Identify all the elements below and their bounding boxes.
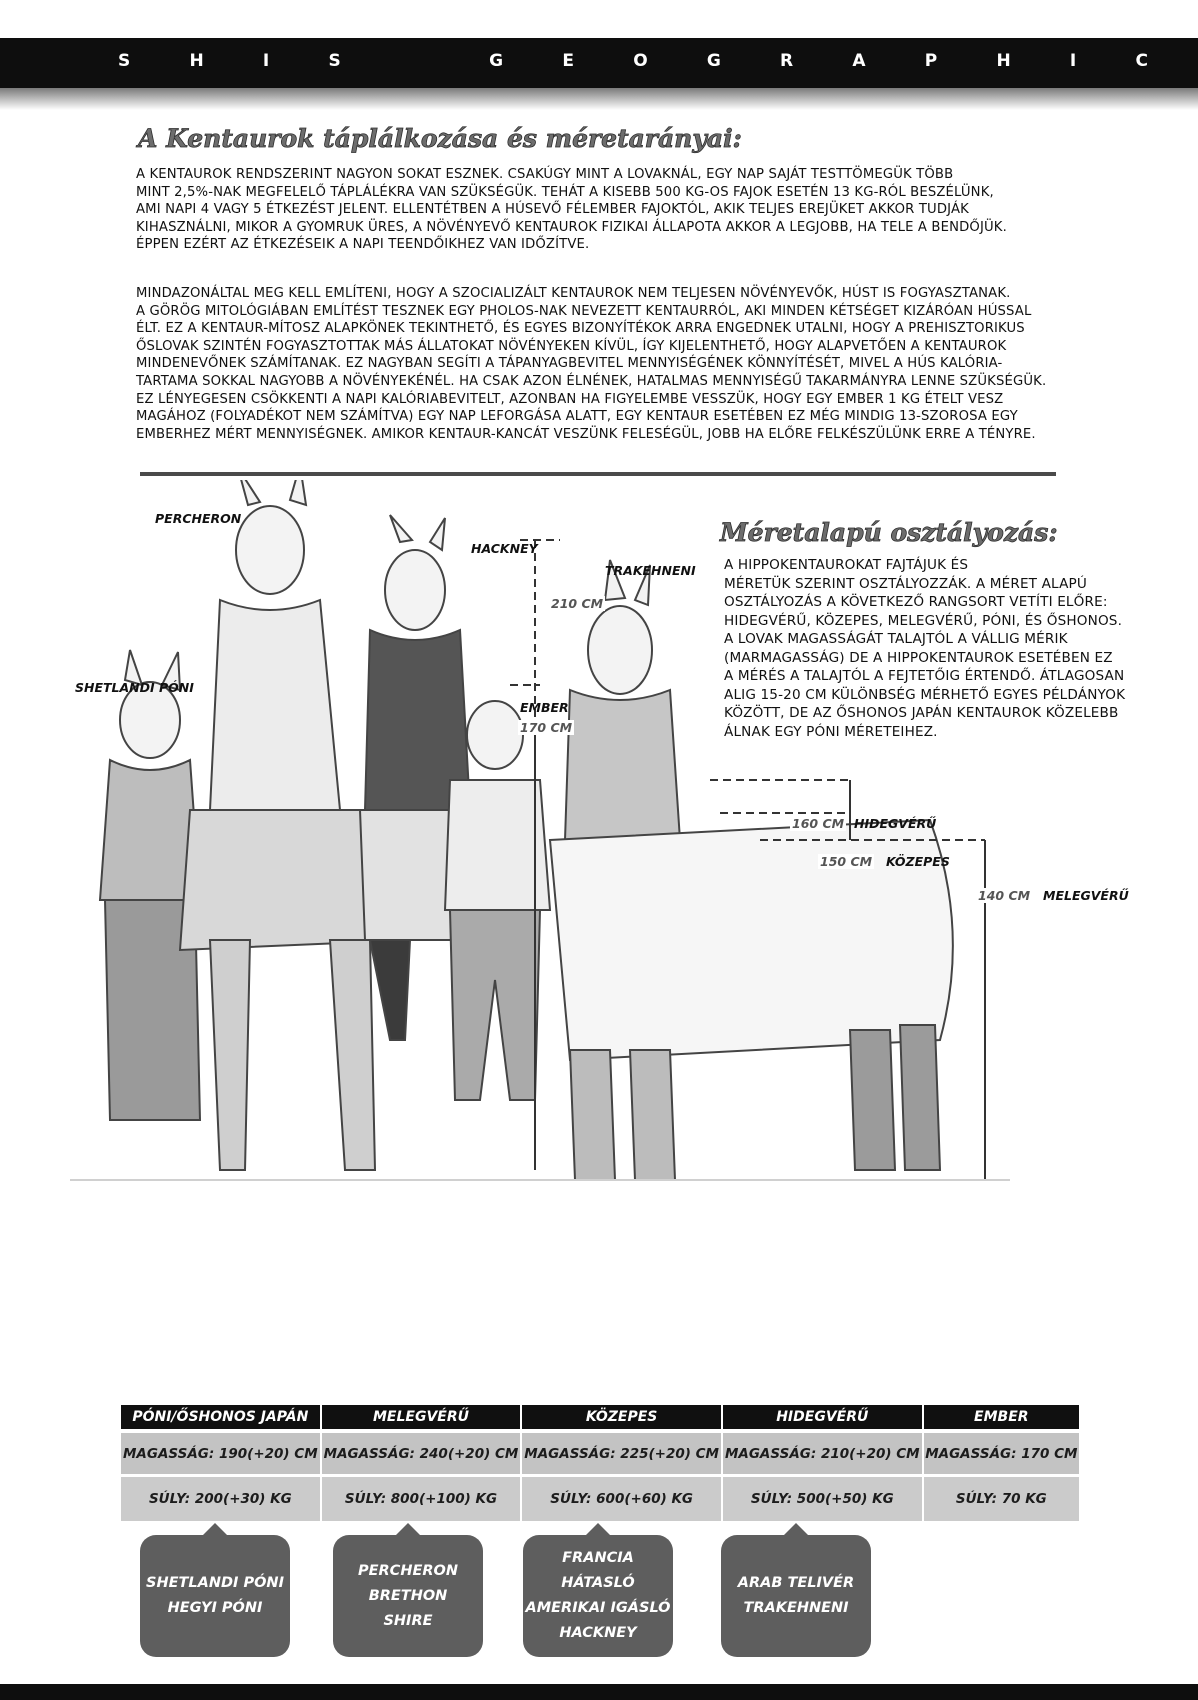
text-line: MINDAZONÁLTAL MEG KELL EMLÍTENI, HOGY A SZOCIALIZÁLT KENTAUROK NEM TELJESEN NÖVÉNYEVŐK, HÚST IS FOGYASZTANAK. bbox=[136, 286, 1011, 301]
weight-cell: SÚLY: 500(+50) KG bbox=[723, 1474, 922, 1521]
magazine-title bbox=[118, 51, 1148, 75]
breed-name: FRANCIA HÁTASLÓ bbox=[561, 1550, 635, 1591]
weight-cell: SÚLY: 200(+30) KG bbox=[121, 1474, 320, 1521]
breed-name: ARAB TELIVÉR bbox=[737, 1575, 855, 1591]
text-line: ŐSLOVAK SZINTÉN FOGYASZTOTTAK MÁS ÁLLATOKAT NÖVÉNYEKEN KÍVÜL, ÍGY KIJELENTHETŐ, HOGY ALAPVETŐEN A KENTAUROK bbox=[136, 338, 1007, 354]
height-cell: MAGASSÁG: 190(+20) CM bbox=[121, 1429, 320, 1474]
label-hidegveru: HIDEGVÉRŰ bbox=[854, 816, 937, 831]
table-header-row bbox=[121, 1405, 1079, 1429]
size-table-grid bbox=[119, 1405, 1081, 1521]
box-pointer bbox=[784, 1523, 808, 1535]
label-human: EMBER bbox=[520, 700, 569, 715]
text-line: MINDENEVŐNEK SZÁMÍTANAK. EZ NAGYBAN SEGÍTI A TÁPANYAGBEVITEL MENNYISÉGÉNEK KÖNNYÍTÉSÉT, MIVEL A HÚS KALÓRIA- bbox=[136, 356, 1003, 372]
title-letter: E bbox=[562, 51, 574, 71]
text-line: EMBERHEZ MÉRT MENNYISÉGNEK. AMIKOR KENTAUR-KANCÁT VESZÜNK FELESÉGÜL, JOBB HA ELŐRE FELKÉSZÜLÜNK ERRE A TÉNYRE. bbox=[136, 426, 1036, 442]
height-cell: MAGASSÁG: 225(+20) CM bbox=[522, 1429, 721, 1474]
measure-150: 150 CM bbox=[820, 854, 873, 869]
breed-name: HEGYI PÓNI bbox=[167, 1600, 263, 1616]
title-letter: I bbox=[262, 51, 270, 71]
title-letter: S bbox=[328, 51, 341, 71]
label-hackney: HACKNEY bbox=[471, 541, 538, 556]
table-row-height bbox=[121, 1429, 1079, 1474]
weight-cell: SÚLY: 70 KG bbox=[924, 1474, 1079, 1521]
breed-name: SHIRE bbox=[383, 1612, 433, 1629]
breed-box-medium bbox=[523, 1535, 673, 1657]
text-line: ALIG 15-20 CM KÜLÖNBSÉG MÉRHETŐ EGYES PÉLDÁNYOK bbox=[724, 686, 1126, 703]
text-line: A LOVAK MAGASSÁGÁT TALAJTÓL A VÁLLIG MÉRIK bbox=[724, 631, 1068, 647]
text-line: MINT 2,5%-NAK MEGFELELŐ TÁPLÁLÉKRA VAN SZÜKSÉGÜK. TEHÁT A KISEBB 500 KG-OS FAJOK ESETÉN 13 KG-RÓL BESZÉLÜNK, bbox=[136, 184, 994, 200]
text-line: OSZTÁLYOZÁS A KÖVETKEZŐ RANGSORT VETÍTI ELŐRE: bbox=[724, 594, 1108, 610]
title-letter: C bbox=[1135, 51, 1148, 71]
weight-cell: SÚLY: 600(+60) KG bbox=[522, 1474, 721, 1521]
text-line: ÁLNAK EGY PÓNI MÉRETEIHEZ. bbox=[724, 723, 938, 740]
text-line: MÉRETÜK SZERINT OSZTÁLYOZZÁK. A MÉRET ALAPÚ bbox=[724, 575, 1087, 592]
height-cell: MAGASSÁG: 210(+20) CM bbox=[723, 1429, 922, 1474]
box-pointer bbox=[396, 1523, 420, 1535]
table-row-weight bbox=[121, 1474, 1079, 1521]
label-melegveru: MELEGVÉRŰ bbox=[1043, 888, 1129, 903]
text-line: HIDEGVÉRŰ, KÖZEPES, MELEGVÉRŰ, PÓNI, ÉS ŐSHONOS. bbox=[724, 612, 1123, 629]
text-line: (MARMAGASSÁG) DE A HIPPOKENTAUROK ESETÉBEN EZ bbox=[724, 649, 1113, 666]
label-trakehneni: TRAKEHNENI bbox=[605, 563, 696, 578]
classification-text bbox=[724, 556, 1125, 741]
height-cell: MAGASSÁG: 170 CM bbox=[924, 1429, 1079, 1474]
column-header: KÖZEPES bbox=[522, 1405, 721, 1429]
breed-name: SHETLANDI PÓNI bbox=[146, 1575, 284, 1591]
text-line: A GÖRÖG MITOLÓGIÁBAN EMLÍTÉST TESZNEK EGY PHOLOS-NAK NEVEZETT KENTAURRÓL, AKI MINDEN KÉTSÉGET KIZÁRÓAN HÚSSAL bbox=[136, 303, 1032, 319]
breed-name: AMERIKAI IGÁSLÓ bbox=[525, 1600, 671, 1616]
text-line: KÖZÖTT, DE AZ ŐSHONOS JAPÁN KENTAUROK KÖZELEBB bbox=[724, 705, 1119, 721]
title-letter: R bbox=[780, 51, 794, 71]
text-line: AMI NAPI 4 VAGY 5 ÉTKEZÉST JELENT. ELLENTÉTBEN A HÚSEVŐ FÉLEMBER FAJOKTÓL, AKIK TELJES EREJÜKET AKKOR TUDJÁK bbox=[136, 202, 969, 218]
text-line: TARTAMA SOKKAL NAGYOBB A NÖVÉNYEKÉNÉL. HA CSAK AZON ÉLNÉNEK, HATALMAS MENNYISÉGŰ TAKARMÁNYRA LENNE SZÜKSÉGÜK. bbox=[136, 373, 1047, 389]
box-pointer bbox=[586, 1523, 610, 1535]
measure-160: 160 CM bbox=[792, 816, 845, 831]
title-letter: S bbox=[118, 51, 131, 71]
breed-box-coldblood bbox=[721, 1535, 871, 1657]
height-cell: MAGASSÁG: 240(+20) CM bbox=[322, 1429, 521, 1474]
title-letter: I bbox=[1069, 51, 1077, 71]
text-line: A MÉRÉS A TALAJTÓL A FEJTETŐIG ÉRTENDŐ. ÁTLAGOSAN bbox=[724, 668, 1125, 684]
size-table bbox=[120, 1405, 1080, 1521]
title-letter: H bbox=[996, 51, 1011, 71]
section-title-classification: Méretalapú osztályozás: bbox=[720, 518, 1058, 547]
section-title-nutrition: A Kentaurok táplálkozása és méretarányai: bbox=[138, 124, 742, 153]
title-letter: A bbox=[852, 51, 866, 71]
title-letter: G bbox=[489, 51, 504, 71]
column-header: MELEGVÉRŰ bbox=[322, 1405, 521, 1429]
column-header: EMBER bbox=[924, 1405, 1079, 1429]
measure-170: 170 CM bbox=[520, 720, 573, 735]
title-gap bbox=[400, 51, 430, 75]
text-line: ÉLT. EZ A KENTAUR-MÍTOSZ ALAPKÖNEK TEKINTHETŐ, ÉS EGYES BIZONYÍTÉKOK ARRA ENGEDNEK UTALNI, HOGY A PREHISZTORIKUS bbox=[136, 321, 1025, 337]
nutrition-paragraph-2 bbox=[136, 285, 1046, 443]
label-percheron: PERCHERON bbox=[155, 511, 242, 526]
text-line: EZ LÉNYEGESEN CSÖKKENTI A NAPI KALÓRIABEVITELT, AZONBAN HA FIGYELEMBE VESSZÜK, HOGY EGY EMBER 1 KG ÉTELT VESZ bbox=[136, 391, 1004, 407]
title-letter: G bbox=[706, 51, 721, 71]
box-pointer bbox=[203, 1523, 227, 1535]
text-line: A HIPPOKENTAUROKAT FAJTÁJUK ÉS bbox=[724, 557, 969, 573]
breed-box-warmblood bbox=[333, 1535, 483, 1657]
text-line: KIHASZNÁLNI, MIKOR A GYOMRUK ÜRES, A NÖVÉNYEVŐ KENTAUROK FIZIKAI ÁLLAPOTA AKKOR A LEGJOBB, HA TELE A BENDŐJÜK. bbox=[136, 219, 1007, 235]
text-line: ÉPPEN EZÉRT AZ ÉTKEZÉSEIK A NAPI TEENDŐIKHEZ VAN IDŐZÍTVE. bbox=[136, 237, 590, 253]
breed-name: TRAKEHNENI bbox=[743, 1600, 849, 1616]
text-line: MAGÁHOZ (FOLYADÉKOT NEM SZÁMÍTVA) EGY NAP LEFORGÁSA ALATT, EGY KENTAUR ESETÉBEN EZ MÉG MINDIG 13-SZOROSA EGY bbox=[136, 409, 1018, 425]
footer-bar bbox=[0, 1684, 1198, 1700]
measure-140: 140 CM bbox=[978, 888, 1031, 903]
section-divider bbox=[140, 472, 1056, 476]
column-header: PÓNI/ŐSHONOS JAPÁN bbox=[121, 1405, 320, 1429]
breed-box-pony bbox=[140, 1535, 290, 1657]
column-header: HIDEGVÉRŰ bbox=[723, 1405, 922, 1429]
text-line: A KENTAUROK RENDSZERINT NAGYON SOKAT ESZNEK. CSAKÚGY MINT A LOVAKNÁL, EGY NAP SAJÁT TESTTÖMEGÜK TÖBB bbox=[136, 167, 954, 182]
label-shetland-pony: SHETLANDI PÓNI bbox=[75, 680, 194, 695]
label-kozepes: KÖZEPES bbox=[886, 854, 950, 869]
breed-name: PERCHERON bbox=[357, 1562, 458, 1579]
title-letter: O bbox=[633, 51, 648, 71]
measure-210: 210 CM bbox=[551, 596, 604, 611]
breed-name: HACKNEY bbox=[559, 1625, 637, 1641]
title-letter: H bbox=[189, 51, 204, 71]
header-shadow bbox=[0, 88, 1198, 110]
nutrition-paragraph-1 bbox=[136, 166, 1007, 254]
title-letter: P bbox=[924, 51, 938, 71]
weight-cell: SÚLY: 800(+100) KG bbox=[322, 1474, 521, 1521]
breed-name: BRETHON bbox=[368, 1587, 448, 1604]
